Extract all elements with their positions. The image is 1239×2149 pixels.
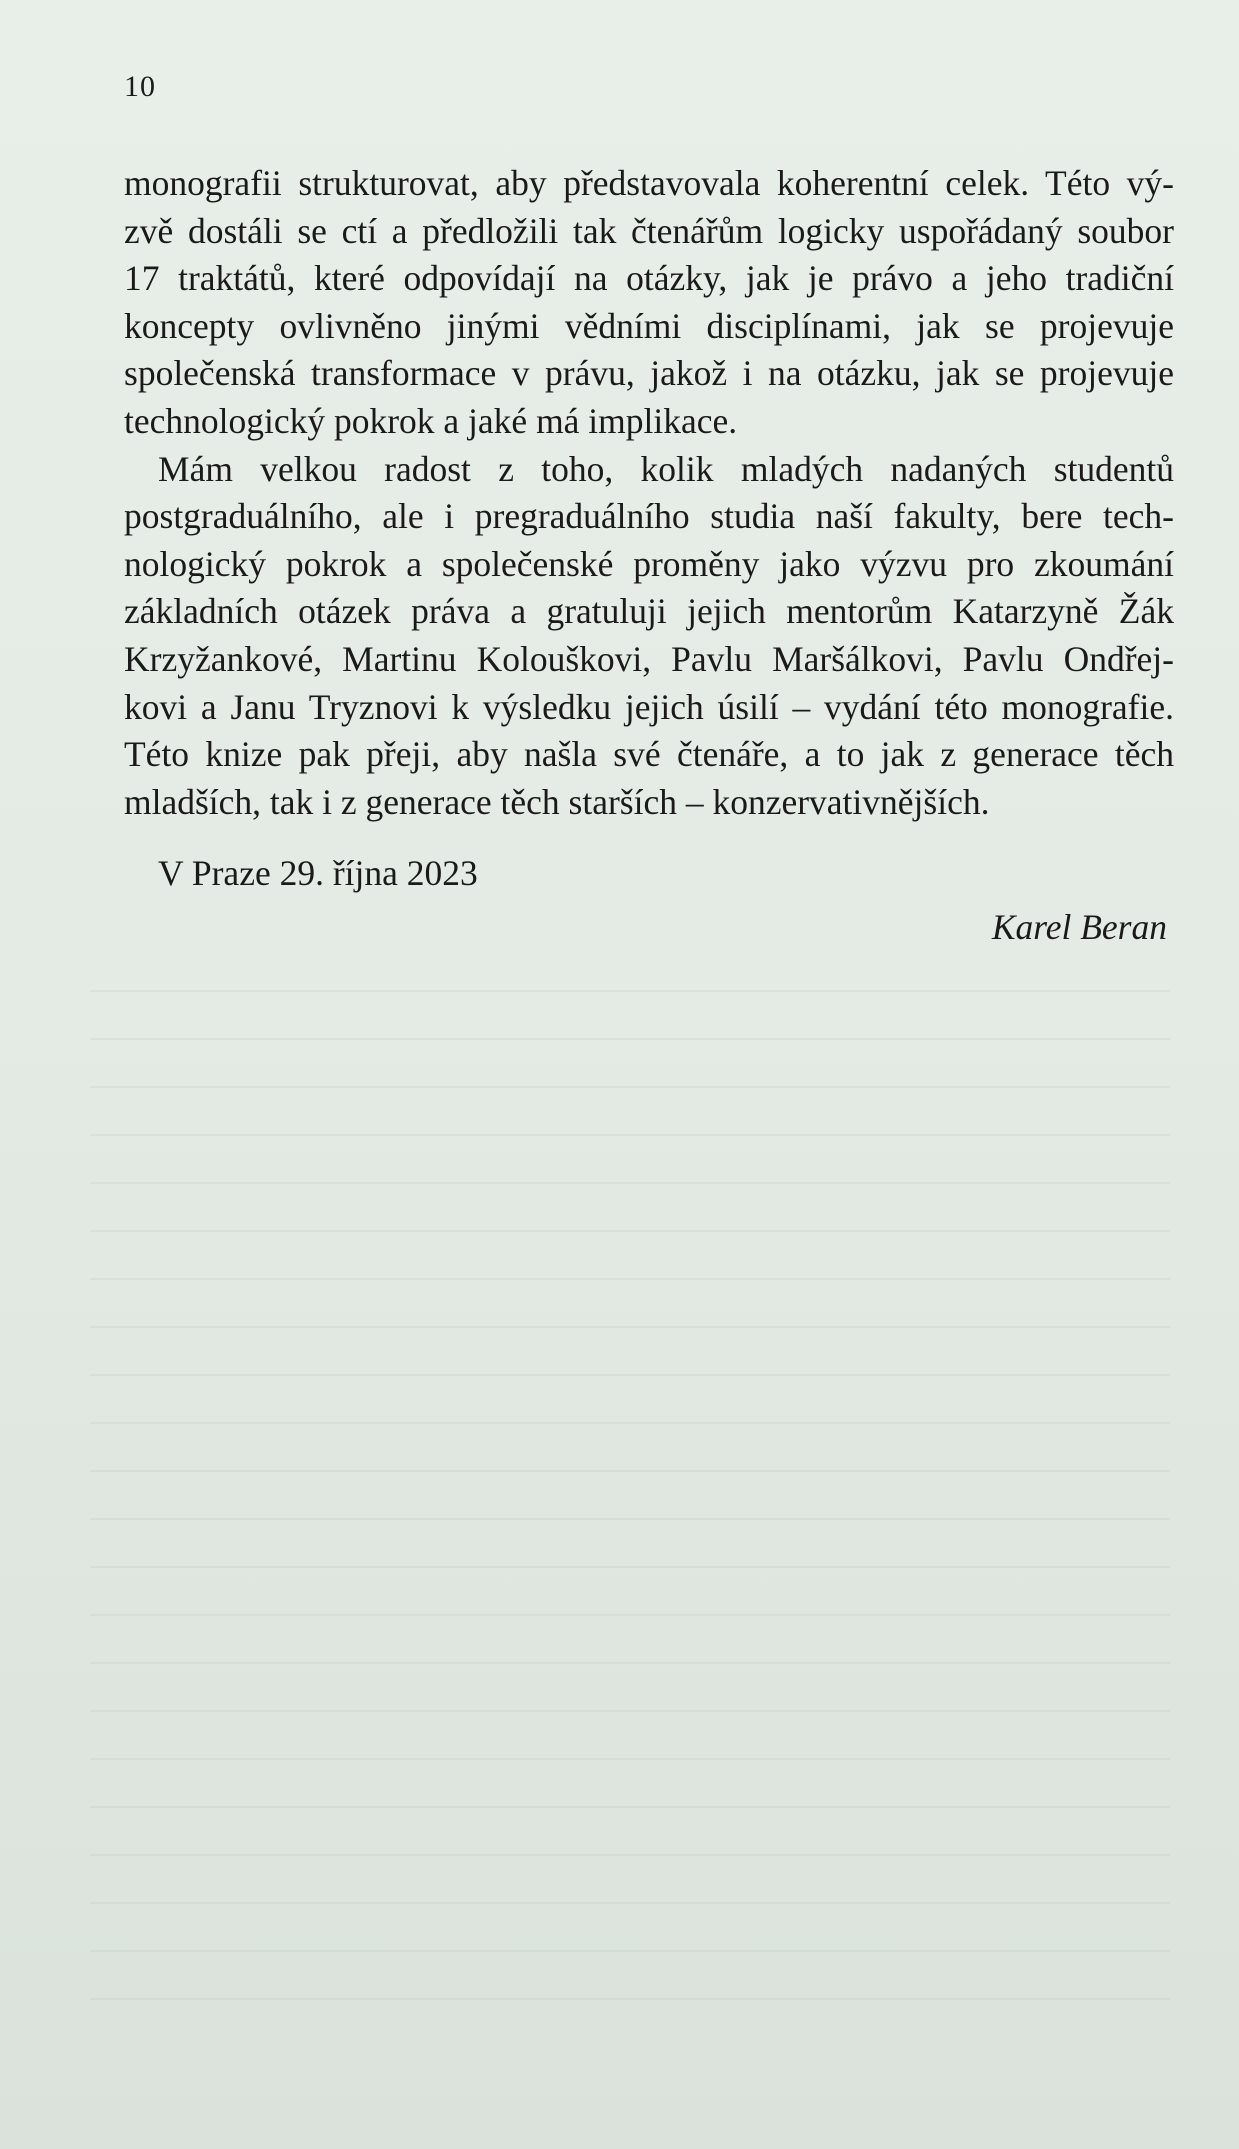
show-through-line	[90, 1374, 1170, 1376]
text-line: postgraduálního, ale i pregraduálního studia naší fakulty, bere tech-	[124, 496, 1174, 537]
show-through-line	[90, 1710, 1170, 1712]
text-line: zvě dostáli se ctí a předložili tak čtenářům logicky uspořádaný soubor	[124, 210, 1174, 251]
show-through-line	[90, 1326, 1170, 1328]
show-through-line	[90, 1806, 1170, 1808]
text-line: Této knize pak přeji, aby našla své čtenáře, a to jak z generace těch	[124, 734, 1174, 775]
signature: Karel Beran	[991, 907, 1167, 947]
show-through-line	[90, 1998, 1170, 2000]
show-through-line	[90, 990, 1170, 992]
show-through-line	[90, 1902, 1170, 1904]
show-through-line	[90, 1950, 1170, 1952]
show-through-line	[90, 1614, 1170, 1616]
text-line: společenská transformace v právu, jakož i na otázku, jak se projevuje	[124, 353, 1174, 394]
show-through-line	[90, 1758, 1170, 1760]
text-line: mladších, tak i z generace těch starších – konzervativnějších.	[124, 781, 990, 822]
show-through-line	[90, 1038, 1170, 1040]
show-through-line	[90, 1134, 1170, 1136]
show-through-texture	[90, 980, 1170, 2080]
text-line: monografii strukturovat, aby představovala koherentní celek. Této vý-	[124, 163, 1174, 203]
body-text	[124, 160, 1174, 826]
text-line: 17 traktátů, které odpovídají na otázky, jak je právo a jeho tradiční	[124, 258, 1174, 299]
text-line: Mám velkou radost z toho, kolik mladých nadaných studentů	[158, 448, 1174, 489]
show-through-line	[90, 1518, 1170, 1520]
dateline: V Praze 29. října 2023	[158, 853, 478, 893]
show-through-line	[90, 1086, 1170, 1088]
text-line: základních otázek práva a gratuluji jejich mentorům Katarzyně Žák	[124, 591, 1174, 632]
text-line: nologický pokrok a společenské proměny jako výzvu pro zkoumání	[124, 543, 1174, 584]
text-line: technologický pokrok a jaké má implikace.	[124, 400, 738, 441]
text-line: Krzyžankové, Martinu Kolouškovi, Pavlu Maršálkovi, Pavlu Ondřej-	[124, 638, 1174, 679]
page-number: 10	[124, 70, 156, 103]
show-through-line	[90, 1470, 1170, 1472]
text-line: koncepty ovlivněno jinými vědními disciplínami, jak se projevuje	[124, 305, 1174, 346]
text-line: kovi a Janu Tryznovi k výsledku jejich úsilí – vydání této monografie.	[124, 686, 1174, 727]
show-through-line	[90, 1566, 1170, 1568]
show-through-line	[90, 1422, 1170, 1424]
show-through-line	[90, 1278, 1170, 1280]
show-through-line	[90, 1662, 1170, 1664]
show-through-line	[90, 1854, 1170, 1856]
show-through-line	[90, 1182, 1170, 1184]
paragraph-1	[124, 160, 1174, 446]
paragraph-2	[124, 446, 1174, 827]
show-through-line	[90, 1230, 1170, 1232]
